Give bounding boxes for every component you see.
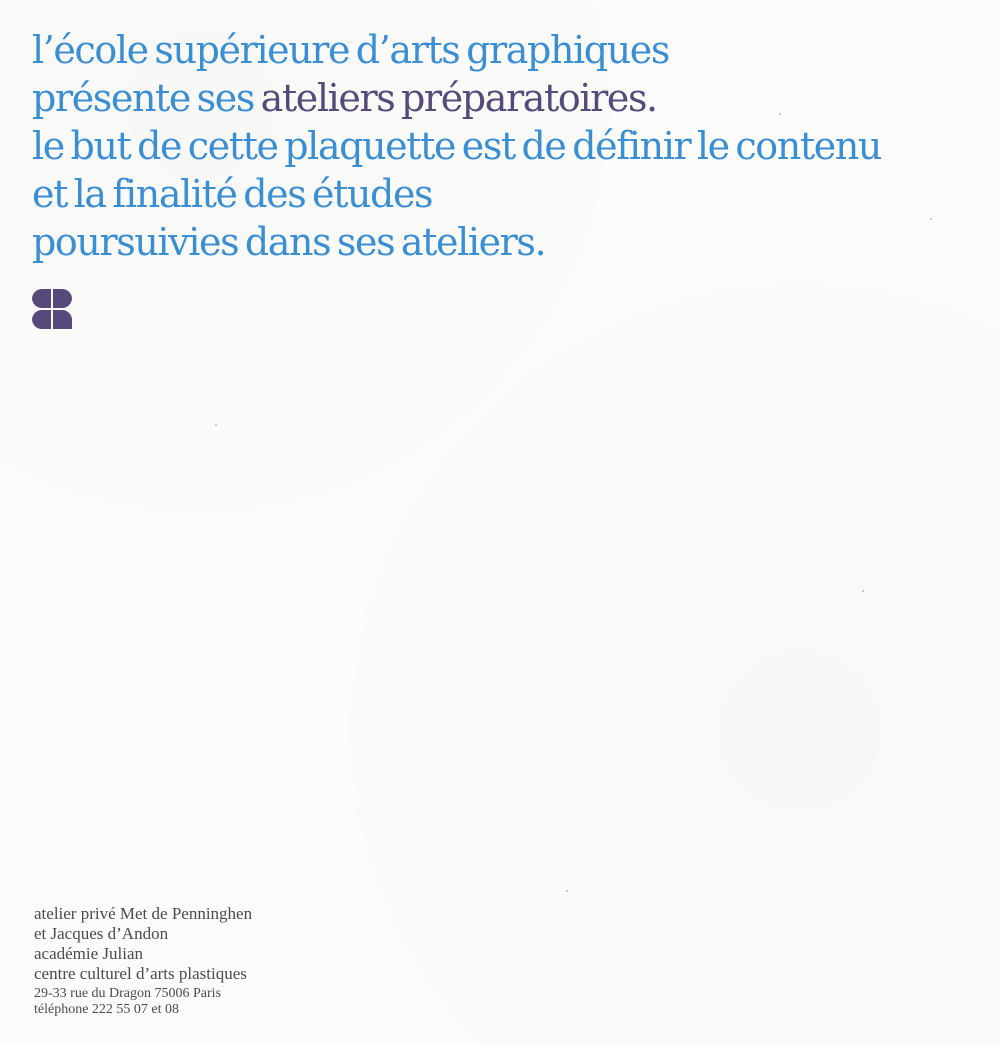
logo-leaf-bottom-right bbox=[53, 310, 72, 329]
intro-line-2 bbox=[32, 74, 881, 122]
paper-speck bbox=[566, 890, 568, 892]
four-leaf-school-logo-icon bbox=[32, 289, 72, 329]
intro-line-1: l’école supérieure d’arts graphiques bbox=[32, 28, 669, 72]
imprint-phone: téléphone 222 55 07 et 08 bbox=[34, 1002, 180, 1017]
paper-speck bbox=[930, 218, 932, 220]
logo-leaf-bottom-left bbox=[32, 310, 51, 329]
imprint-line-3: académie Julian bbox=[34, 944, 144, 963]
imprint-address: 29-33 rue du Dragon 75006 Paris bbox=[34, 986, 222, 1001]
paper-speck bbox=[862, 590, 864, 592]
imprint-block bbox=[34, 904, 252, 1018]
imprint-line-2: et Jacques d’Andon bbox=[34, 924, 169, 943]
imprint-line-4: centre culturel d’arts plastiques bbox=[34, 964, 247, 983]
imprint-line-1: atelier privé Met de Penninghen bbox=[34, 904, 253, 923]
paper-speck bbox=[215, 424, 217, 426]
intro-line-2-start: présente ses bbox=[32, 76, 261, 120]
logo-shapes bbox=[32, 289, 72, 329]
intro-line-2-accent: ateliers préparatoires. bbox=[260, 76, 657, 120]
paper-speck bbox=[779, 113, 781, 115]
intro-line-3: le but de cette plaquette est de définir le contenu bbox=[32, 124, 881, 168]
intro-statement bbox=[32, 26, 881, 266]
intro-line-5: poursuivies dans ses ateliers. bbox=[32, 220, 546, 264]
logo-leaf-top-right bbox=[53, 289, 72, 308]
logo-leaf-top-left bbox=[32, 289, 51, 308]
intro-line-4: et la finalité des études bbox=[32, 172, 433, 216]
